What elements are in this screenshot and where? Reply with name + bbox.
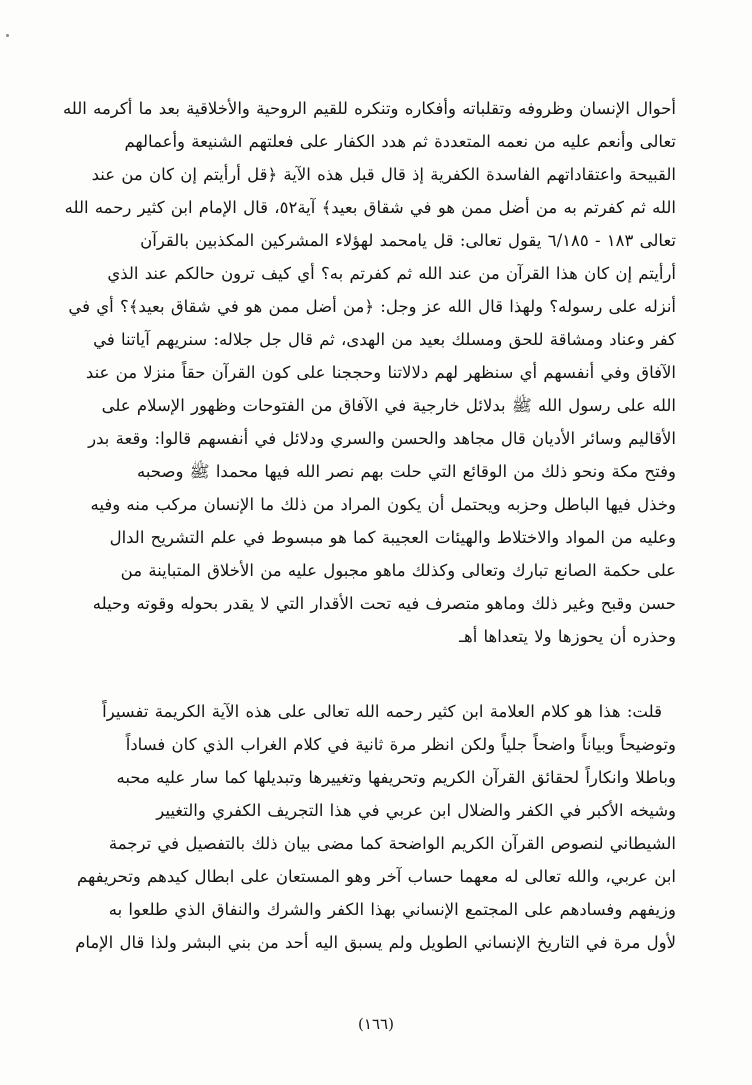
text-line: وزيفهم وفسادهم على المجتمع الإنساني بهذا الكفر والشرك والنفاق الذي طلعوا به — [108, 900, 676, 919]
text-line: أرأيتم إن كان هذا القرآن من عند الله ثم كفرتم به؟ أي كيف ترون حالكم عند الذي — [107, 264, 676, 283]
text-line: قلت: هذا هو كلام العلامة ابن كثير رحمه الله تعالى على هذه الآية الكريمة تفسيراً — [102, 702, 662, 721]
text-line: الأقاليم وسائر الأديان قال مجاهد والحسن والسري ودلائل في أنفسهم قالوا: وقعة بدر — [88, 429, 676, 448]
margin-dot — [6, 34, 9, 37]
text-line: الآفاق وفي أنفسهم أي سنظهر لهم دلالاتنا وحججنا على كون القرآن حقاً منزلا من عند — [85, 363, 676, 382]
text-line: حسن وقبح وغير ذلك وماهو متصرف فيه تحت الأقدار التي لا يقدر بحوله وقوته وحيله — [92, 594, 676, 613]
paragraph-author-commentary — [62, 695, 676, 959]
text-line: تعالى ١٨٣ - ٦/١٨٥ يقول تعالى: قل يامحمد لهؤلاء المشركين المكذبين بالقرآن — [140, 231, 676, 250]
text-line: وتوضيحاً وبياناً واضحاً جلياً ولكن انظر مرة ثانية في كلام الغراب الذي كان فساداً — [125, 735, 676, 754]
text-line: أحوال الإنسان وظروفه وتقلباته وأفكاره وتنكره للقيم الروحية والأخلاقية بعد ما أكرمه الله — [62, 99, 676, 118]
text-line: وخذل فيها الباطل وحزبه ويحتمل أن يكون المراد من ذلك ما الإنسان مركب منه وفيه — [90, 495, 676, 514]
text-line: لأول مرة في التاريخ الإنساني الطويل ولم يسبق اليه أحد من بني البشر ولذا قال الإمام — [75, 933, 676, 952]
text-line: ابن عربي، والله تعالى له معهما حساب آخر وهو المستعان على ابطال كيدهم وتحريفهم — [77, 867, 676, 886]
text-line: وفتح مكة ونحو ذلك من الوقائع التي حلت بهم نصر الله فيها محمدا ﷺ وصحبه — [136, 462, 676, 481]
paragraph-ibn-kathir-quote — [62, 92, 676, 653]
text-line: القبيحة واعتقاداتهم الفاسدة الكفرية إذ قال قبل هذه الآية ﴿قل أرأيتم إن كان من عند — [91, 165, 676, 184]
text-line: الله على رسول الله ﷺ بدلائل خارجية في الآفاق من الفتوحات وظهور الإسلام على — [101, 396, 676, 415]
text-line: وشيخه الأكبر في الكفر والضلال ابن عربي في هذا التجريف الكفري والتغيير — [156, 801, 676, 820]
page-number: (١٦٦) — [358, 1015, 394, 1033]
text-line: أنزله على رسوله؟ ولهذا قال الله عز وجل: ﴿من أضل ممن هو في شقاق بعيد﴾؟ أي في — [68, 297, 676, 316]
text-line: الله ثم كفرتم به من أضل ممن هو في شقاق بعيد﴾ آية٥٢، قال الإمام ابن كثير رحمه الله — [64, 198, 676, 217]
text-line: كفر وعناد ومشاقة للحق ومسلك بعيد من الهدى، ثم قال جل جلاله: سنريهم آياتنا في — [93, 330, 676, 349]
text-line: وحذره أن يحوزها ولا يتعداها أهـ — [459, 627, 676, 646]
text-line: وباطلا وانكاراً لحقائق القرآن الكريم وتحريفها وتغييرها وتبديلها كما سار عليه محبه — [116, 768, 676, 787]
text-line: على حكمة الصانع تبارك وتعالى وكذلك ماهو مجبول عليه من الأخلاق المتباينة من — [120, 561, 676, 580]
text-line: تعالى وأنعم عليه من نعمه المتعددة ثم هدد الكفار على فعلتهم الشنيعة وأعمالهم — [124, 132, 676, 151]
text-line: الشيطاني لنصوص القرآن الكريم الواضحة كما مضى بيان ذلك بالتفصيل في ترجمة — [108, 834, 676, 853]
text-line: وعليه من المواد والاختلاط والهيئات العجيبة كما هو مبسوط في علم التشريح الدال — [109, 528, 676, 547]
